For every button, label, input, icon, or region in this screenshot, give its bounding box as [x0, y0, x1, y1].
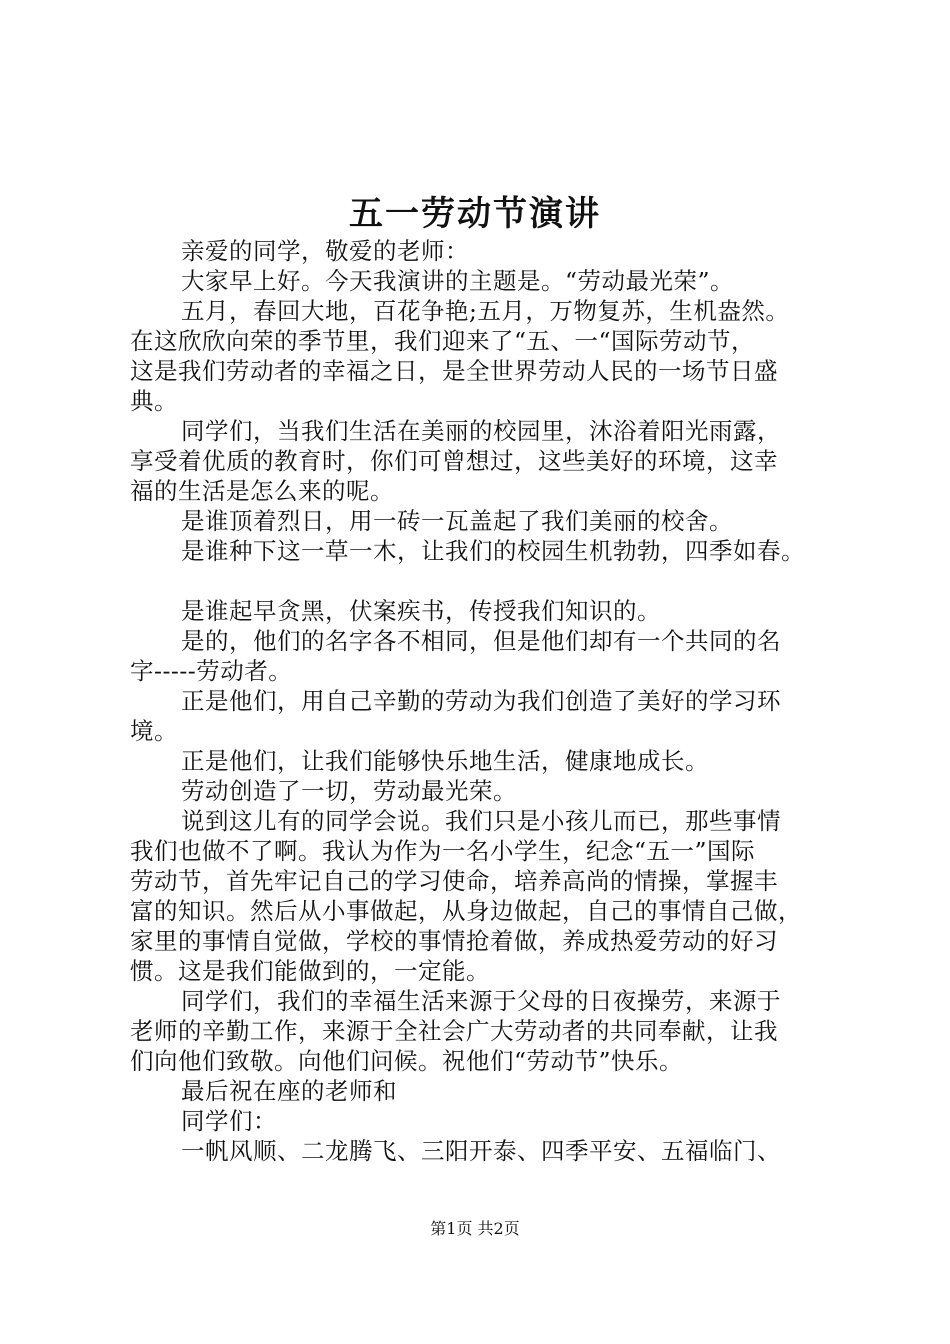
paragraph-line: 在这欣欣向荣的季节里，我们迎来了“五、一“国际劳动节，: [130, 327, 756, 355]
paragraph-line: 这是我们劳动者的幸福之日，是全世界劳动人民的一场节日盛: [130, 357, 778, 385]
paragraph-line: 劳动节，首先牢记自己的学习使命，培养高尚的情操，掌握丰: [130, 867, 778, 895]
paragraph-line: 富的知识。然后从小事做起，从身边做起，自己的事情自己做，: [130, 897, 802, 925]
paragraph-line: 典。: [130, 387, 178, 415]
paragraph-line: 家里的事情自觉做，学校的事情抢着做，养成热爱劳动的好习: [130, 927, 778, 955]
paragraph-line: 是的，他们的名字各不相同，但是他们却有一个共同的名: [181, 627, 781, 655]
paragraph-line: 大家早上好。今天我演讲的主题是。“劳动最光荣”。: [181, 267, 735, 295]
document-title: 五一劳动节演讲: [349, 194, 601, 234]
paragraph-line: 五月，春回大地，百花争艳;五月，万物复苏，生机盎然。: [181, 297, 790, 325]
paragraph-line: 同学们，当我们生活在美丽的校园里，沐浴着阳光雨露，: [181, 417, 781, 445]
paragraph-line: 福的生活是怎么来的呢。: [130, 477, 394, 505]
paragraph-line: 老师的辛勤工作，来源于全社会广大劳动者的共同奉献，让我: [130, 1017, 778, 1045]
paragraph-line: 说到这儿有的同学会说。我们只是小孩儿而已，那些事情: [181, 807, 781, 835]
paragraph-line: 享受着优质的教育时，你们可曾想过，这些美好的环境，这幸: [130, 447, 778, 475]
paragraph-line: 字-----劳动者。: [130, 657, 293, 685]
paragraph-line: 境。: [130, 717, 178, 745]
paragraph-line: 亲爱的同学，敬爱的老师：: [181, 237, 469, 265]
paragraph-line: 劳动创造了一切，劳动最光荣。: [181, 777, 517, 805]
paragraph-line: 是谁种下这一草一木，让我们的校园生机勃勃，四季如春。: [181, 537, 805, 565]
paragraph-line: 们向他们致敬。向他们问候。祝他们“劳动节”快乐。: [130, 1047, 684, 1075]
paragraph-line: 正是他们，用自己辛勤的劳动为我们创造了美好的学习环: [181, 687, 781, 715]
document-body: [130, 236, 850, 1166]
paragraph-line: 是谁起早贪黑，伏案疾书，传授我们知识的。: [181, 597, 661, 625]
page-footer: 第1页 共2页: [430, 1219, 520, 1238]
paragraph-line: 同学们，我们的幸福生活来源于父母的日夜操劳，来源于: [181, 987, 781, 1015]
paragraph-line: 最后祝在座的老师和: [181, 1077, 397, 1105]
paragraph-line: 是谁顶着烈日，用一砖一瓦盖起了我们美丽的校舍。: [181, 507, 733, 535]
paragraph-line: 同学们：: [181, 1107, 277, 1135]
paragraph-line: 一帆风顺、二龙腾飞、三阳开泰、四季平安、五福临门、: [181, 1137, 781, 1165]
blank-line: [130, 566, 850, 596]
paragraph-line: 我们也做不了啊。我认为作为一名小学生，纪念“五一”国际: [130, 837, 756, 865]
paragraph-line: 惯。这是我们能做到的，一定能。: [130, 957, 490, 985]
paragraph-line: 正是他们，让我们能够快乐地生活，健康地成长。: [181, 747, 709, 775]
